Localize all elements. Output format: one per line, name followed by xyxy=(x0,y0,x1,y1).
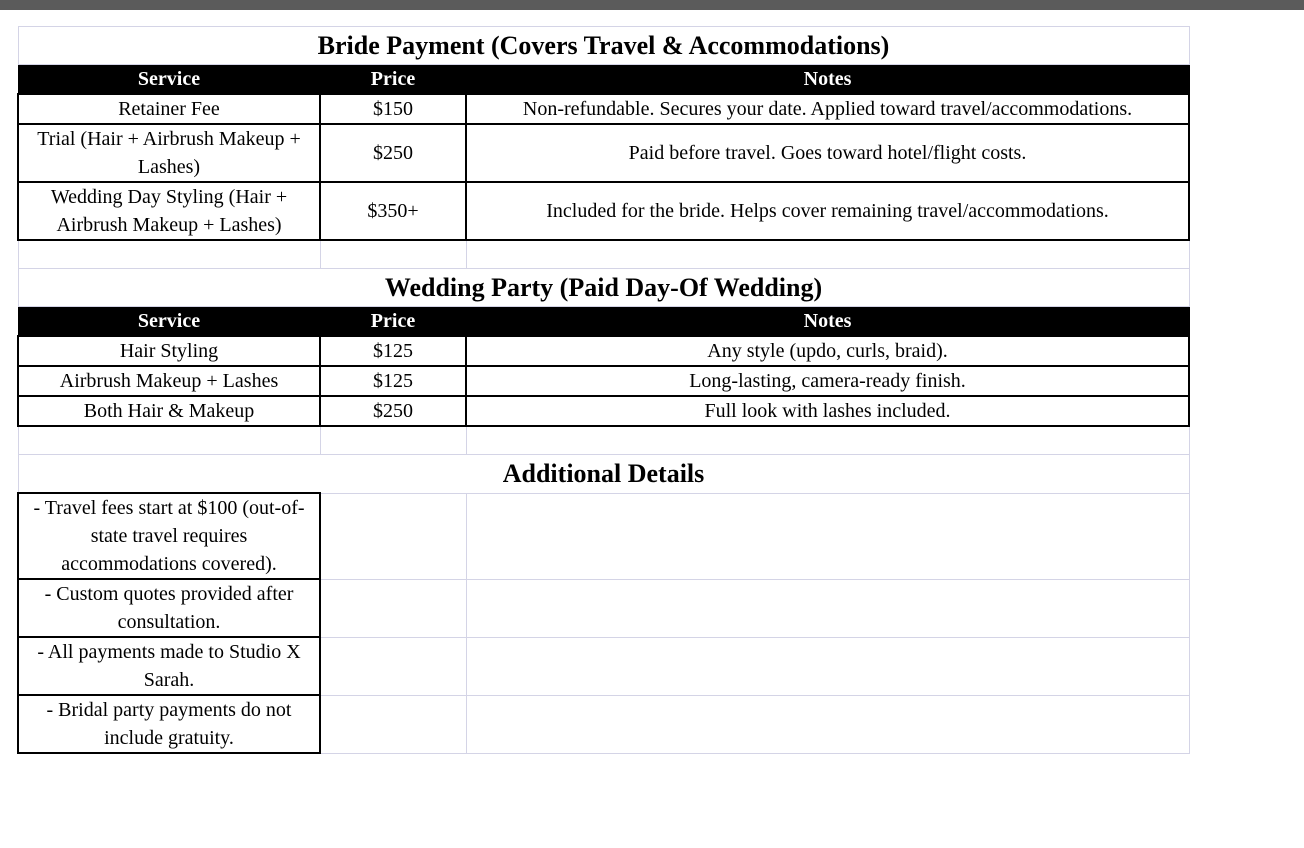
table-row xyxy=(18,366,1189,396)
notes-cell: Paid before travel. Goes toward hotel/flight costs. xyxy=(466,124,1189,182)
notes-cell: Full look with lashes included. xyxy=(466,396,1189,426)
empty-cell xyxy=(320,637,466,695)
party-header-service: Service xyxy=(18,307,320,337)
party-header-row xyxy=(18,307,1189,337)
table-row xyxy=(18,124,1189,182)
empty-cell xyxy=(320,493,466,579)
price-cell: $350+ xyxy=(320,182,466,240)
party-section-title: Wedding Party (Paid Day-Of Wedding) xyxy=(18,269,1189,307)
details-section-title: Additional Details xyxy=(18,455,1189,494)
notes-cell: Non-refundable. Secures your date. Applied toward travel/accommodations. xyxy=(466,94,1189,124)
service-cell: Both Hair & Makeup xyxy=(18,396,320,426)
detail-item: - Custom quotes provided after consultation. xyxy=(18,579,320,637)
service-cell: Wedding Day Styling (Hair + Airbrush Makeup + Lashes) xyxy=(18,182,320,240)
bride-header-row xyxy=(18,65,1189,95)
bride-header-service: Service xyxy=(18,65,320,95)
pricing-table xyxy=(17,26,1190,754)
bride-header-notes: Notes xyxy=(466,65,1189,95)
detail-row xyxy=(18,579,1189,637)
empty-cell xyxy=(466,695,1189,753)
empty-cell xyxy=(466,637,1189,695)
empty-cell xyxy=(18,240,320,269)
party-header-price: Price xyxy=(320,307,466,337)
empty-cell xyxy=(320,695,466,753)
empty-cell xyxy=(320,579,466,637)
table-row xyxy=(18,396,1189,426)
empty-cell xyxy=(466,579,1189,637)
empty-cell xyxy=(466,493,1189,579)
bride-section-title: Bride Payment (Covers Travel & Accommodations) xyxy=(18,27,1189,65)
empty-cell xyxy=(320,426,466,455)
notes-cell: Included for the bride. Helps cover remaining travel/accommodations. xyxy=(466,182,1189,240)
price-cell: $125 xyxy=(320,366,466,396)
spacer-row xyxy=(18,240,1189,269)
service-cell: Airbrush Makeup + Lashes xyxy=(18,366,320,396)
table-row xyxy=(18,94,1189,124)
service-cell: Trial (Hair + Airbrush Makeup + Lashes) xyxy=(18,124,320,182)
price-cell: $150 xyxy=(320,94,466,124)
notes-cell: Long-lasting, camera-ready finish. xyxy=(466,366,1189,396)
pricing-sheet xyxy=(17,26,1188,754)
bride-header-price: Price xyxy=(320,65,466,95)
empty-cell xyxy=(466,426,1189,455)
window-top-bar xyxy=(0,0,1304,10)
party-header-notes: Notes xyxy=(466,307,1189,337)
detail-row xyxy=(18,637,1189,695)
service-cell: Hair Styling xyxy=(18,336,320,366)
price-cell: $250 xyxy=(320,124,466,182)
detail-row xyxy=(18,695,1189,753)
detail-row xyxy=(18,493,1189,579)
empty-cell xyxy=(466,240,1189,269)
spacer-row xyxy=(18,426,1189,455)
price-cell: $125 xyxy=(320,336,466,366)
empty-cell xyxy=(18,426,320,455)
empty-cell xyxy=(320,240,466,269)
detail-item: - Travel fees start at $100 (out-of-state travel requires accommodations covered). xyxy=(18,493,320,579)
detail-item: - Bridal party payments do not include gratuity. xyxy=(18,695,320,753)
detail-item: - All payments made to Studio X Sarah. xyxy=(18,637,320,695)
table-row xyxy=(18,182,1189,240)
service-cell: Retainer Fee xyxy=(18,94,320,124)
table-row xyxy=(18,336,1189,366)
price-cell: $250 xyxy=(320,396,466,426)
notes-cell: Any style (updo, curls, braid). xyxy=(466,336,1189,366)
